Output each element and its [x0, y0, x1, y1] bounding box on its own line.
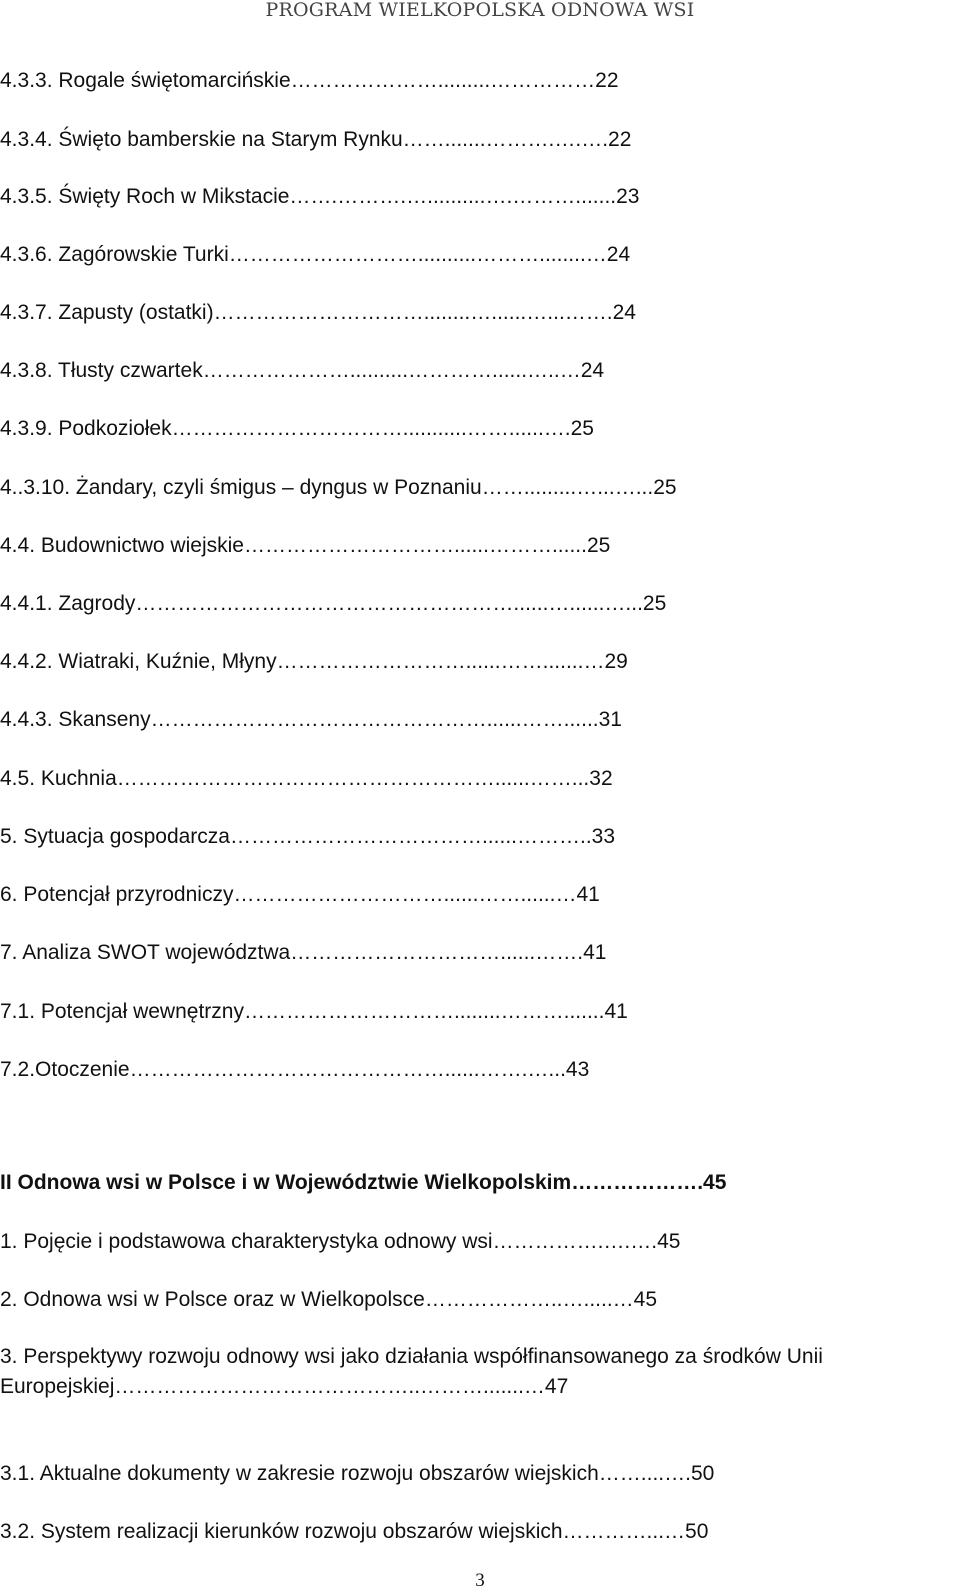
toc-entry: 4.3.8. Tłusty czwartek…………………..........…………......…..…24	[0, 359, 605, 382]
toc-entry: 4.4. Budownictwo wiejskie…………………………......………......25	[0, 534, 611, 557]
page-number: 3	[475, 1570, 485, 1591]
toc-entry: 4.3.4. Święto bamberskie na Starym Rynku…….......……….….….22	[0, 128, 632, 151]
toc-entry: 4.4.1. Zagrody………………………………………………......…......…...25	[0, 592, 667, 615]
toc-entry: 4.3.6. Zagórowskie Turki………………………..........………........…24	[0, 243, 631, 266]
toc-entry: 7.1. Potencjał wewnętrzny…………………………........……….......41	[0, 1000, 628, 1023]
toc-entry: 6. Potencjał przyrodniczy…………………………......……......…41	[0, 883, 600, 906]
toc-entry: 4.3.3. Rogale świętomarcińskie………………….........……………22	[0, 69, 619, 92]
toc-entry: 2. Odnowa wsi w Polsce oraz w Wielkopolsce………………..….....…45	[0, 1288, 658, 1311]
toc-entry: 4.3.7. Zapusty (ostatki)…………………………........…......…...…….24	[0, 301, 636, 324]
toc-part-heading: II Odnowa wsi w Polsce i w Województwie Wielkopolskim……………….45	[0, 1171, 727, 1194]
toc-entry-multiline: 3. Perspektywy rozwoju odnowy wsi jako działania współfinansowanego za środków Unii Europejskiej……………………………………..……….......…47	[0, 1345, 823, 1398]
toc-entry: 4.4.3. Skanseny…………………………………………......……......31	[0, 708, 622, 731]
toc-entry: 3.1. Aktualne dokumenty w zakresie rozwoju obszarów wiejskich……....….50	[0, 1462, 715, 1485]
running-header: PROGRAM WIELKOPOLSKA ODNOWA WSI	[265, 0, 695, 21]
toc-entry: 4..3.10. Żandary, czyli śmigus – dyngus w Poznaniu…….........…...…...25	[0, 476, 677, 499]
toc-entry: 4.5. Kuchnia………………………………………………......……...32	[0, 767, 613, 790]
toc-entry: 4.4.2. Wiatraki, Kuźnie, Młyny………………………......…….......…29	[0, 650, 628, 673]
toc-entry: 7.2.Otoczenie………………………………………......…….…...43	[0, 1058, 590, 1081]
toc-entry: 7. Analiza SWOT województwa…………………………......…….41	[0, 941, 607, 964]
toc-entry: 3.2. System realizacji kierunków rozwoju obszarów wiejskich…………...…50	[0, 1520, 709, 1543]
toc-entry: 4.3.5. Święty Roch w Mikstacie…….……….…..........….……….......23	[0, 185, 640, 208]
toc-entry: 1. Pojęcie i podstawowa charakterystyka odnowy wsi…………….….….45	[0, 1230, 681, 1253]
toc-entry: 4.3.9. Podkoziołek……………………………...........……......….25	[0, 417, 594, 440]
toc-entry: 5. Sytuacja gospodarcza………………………………......………..33	[0, 825, 616, 848]
